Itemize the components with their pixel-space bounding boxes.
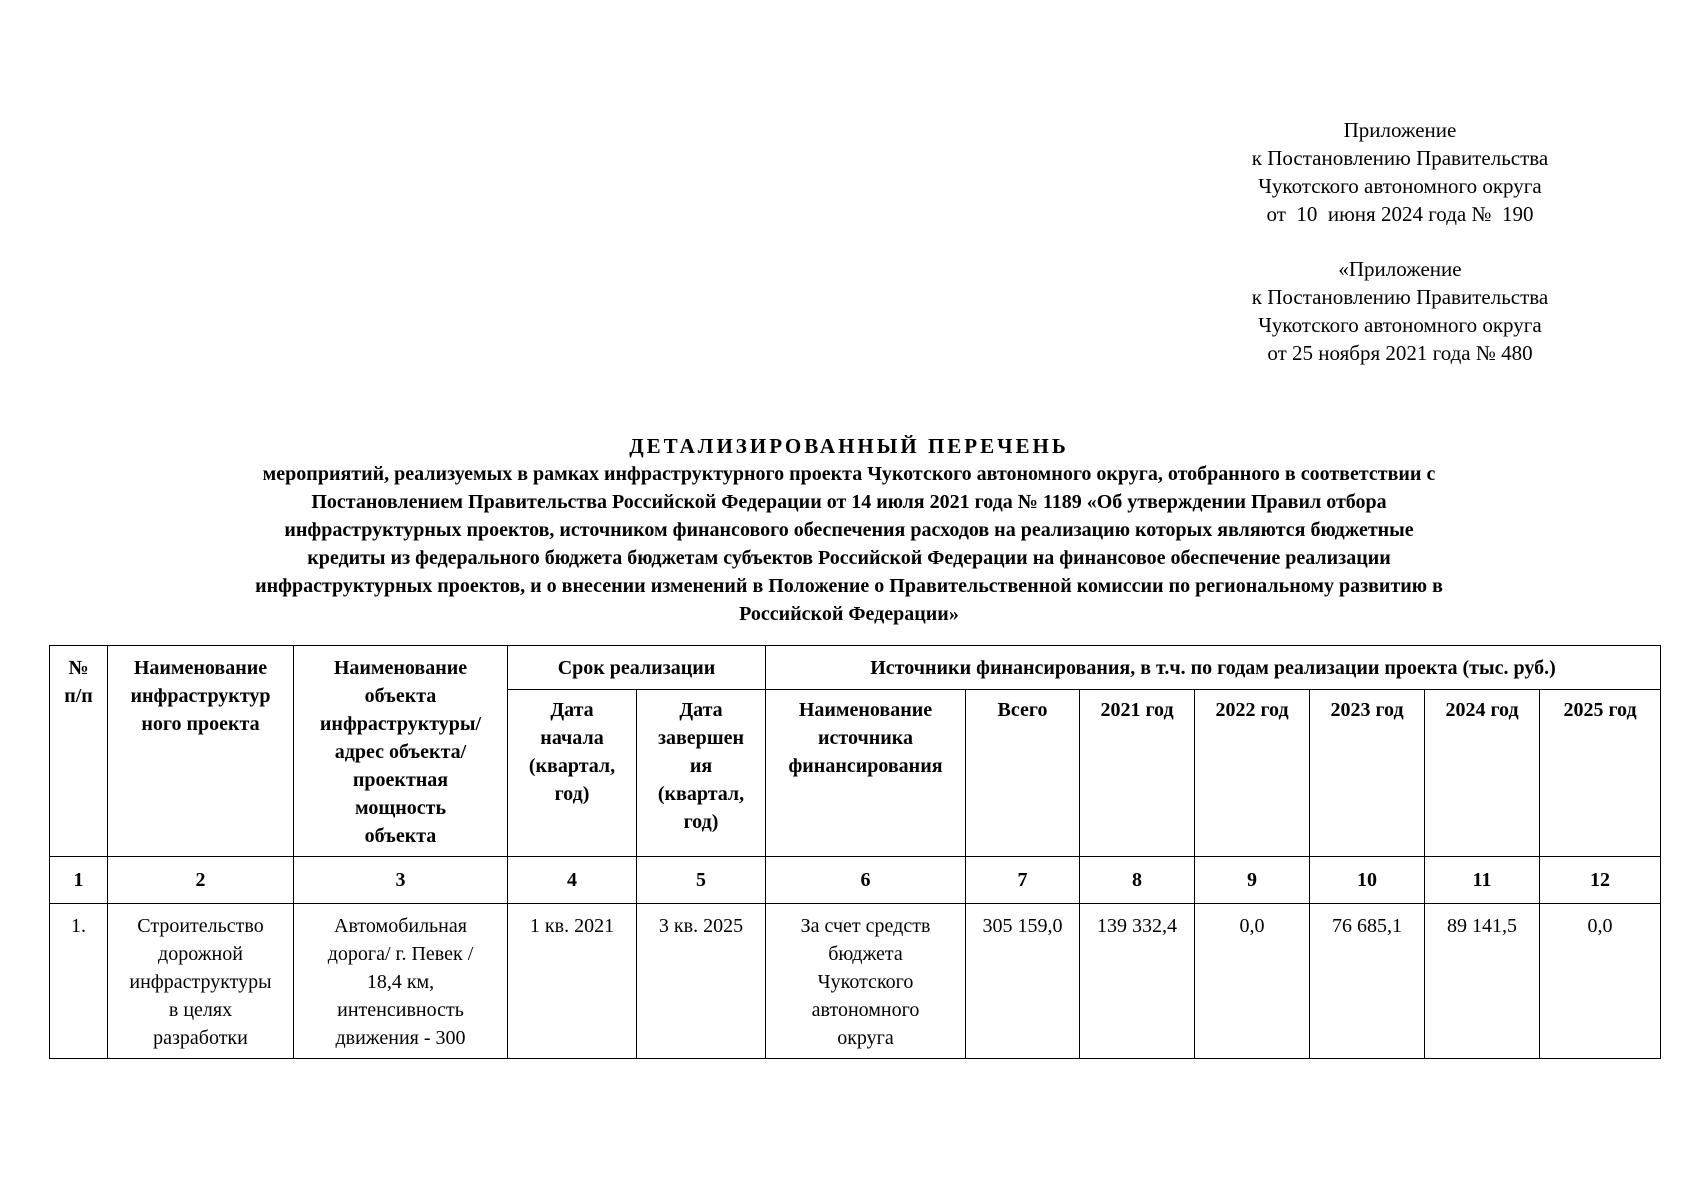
cell-line: интенсивность (337, 999, 464, 1021)
column-number: 8 (1080, 857, 1195, 904)
appendix-line: от 25 ноября 2021 года № 480 (1267, 341, 1533, 365)
subtitle-line: Постановлением Правительства Российской Федерации от 14 июля 2021 года № 1189 «Об утверждении Правил отбора (311, 491, 1387, 513)
header-2021: 2021 год (1080, 690, 1195, 857)
cell-line: округа (837, 1027, 894, 1049)
subtitle-line: инфраструктурных проектов, и о внесении изменений в Положение о Правительственной комиссии по региональному развитию в (255, 575, 1443, 597)
row-end-date: 3 кв. 2025 (637, 904, 766, 1059)
header-row-1 (50, 646, 1661, 690)
subtitle-line: кредиты из федерального бюджета бюджетам субъектов Российской Федерации на финансовое обеспечение реализации (307, 547, 1391, 569)
row-object-name (294, 904, 508, 1059)
row-num: 1. (50, 904, 108, 1059)
appendix-line: «Приложение (1338, 257, 1462, 281)
cell-line: дорога/ г. Певек / (327, 943, 474, 965)
appendix-original-header (1190, 255, 1610, 367)
cell-line: разработки (153, 1027, 248, 1049)
cell-line: ного проекта (141, 713, 260, 735)
column-number: 10 (1310, 857, 1425, 904)
cell-line: инфраструктуры/ (319, 713, 482, 735)
appendix-current-header (1190, 116, 1610, 228)
appendix-line: Приложение (1343, 118, 1457, 142)
header-2024: 2024 год (1425, 690, 1540, 857)
header-end-date (637, 690, 766, 857)
column-number: 6 (766, 857, 966, 904)
cell-line: ия (689, 755, 713, 777)
appendix-line: к Постановлению Правительства (1251, 285, 1549, 309)
column-number: 5 (637, 857, 766, 904)
cell-line: 18,4 км, (366, 971, 435, 993)
cell-line: п/п (64, 685, 93, 707)
cell-line: инфраструктур (130, 685, 271, 707)
cell-line: Дата (679, 699, 723, 721)
column-number-row (50, 857, 1661, 904)
document-title: ДЕТАЛИЗИРОВАННЫЙ ПЕРЕЧЕНЬ (629, 434, 1069, 458)
cell-line: объекта (364, 825, 437, 847)
cell-line: завершен (657, 727, 745, 749)
cell-line: год) (683, 811, 719, 833)
header-project-name (108, 646, 294, 857)
row-2021: 139 332,4 (1080, 904, 1195, 1059)
cell-line: в целях (168, 999, 233, 1021)
appendix-line: Чукотского автономного округа (1258, 174, 1542, 198)
document-subtitle (110, 460, 1588, 628)
header-num (50, 646, 108, 857)
subtitle-line: Российской Федерации» (739, 603, 959, 625)
cell-line: дорожной (158, 943, 243, 965)
header-2023: 2023 год (1310, 690, 1425, 857)
cell-line: За счет средств (800, 915, 931, 937)
cell-line: начала (540, 727, 604, 749)
cell-line: Наименование (133, 657, 268, 679)
cell-line: бюджета (828, 943, 903, 965)
cell-line: Наименование (333, 657, 468, 679)
row-2022: 0,0 (1195, 904, 1310, 1059)
header-2025: 2025 год (1540, 690, 1661, 857)
cell-line: Строительство (137, 915, 264, 937)
cell-line: Автомобильная (334, 915, 467, 937)
table-row (50, 904, 1661, 1059)
row-total: 305 159,0 (966, 904, 1080, 1059)
cell-line: мощность (354, 797, 447, 819)
header-source-name (766, 690, 966, 857)
measures-table (49, 645, 1661, 1059)
header-2022: 2022 год (1195, 690, 1310, 857)
row-2023: 76 685,1 (1310, 904, 1425, 1059)
subtitle-line: мероприятий, реализуемых в рамках инфраструктурного проекта Чукотского автономного округа, отобранного в соответствии с (262, 463, 1436, 485)
cell-line: источника (818, 727, 913, 749)
row-2024: 89 141,5 (1425, 904, 1540, 1059)
cell-line: (квартал, (657, 783, 745, 805)
cell-line: год) (554, 783, 590, 805)
column-number: 4 (508, 857, 637, 904)
appendix-line: Чукотского автономного округа (1258, 313, 1542, 337)
appendix-line: к Постановлению Правительства (1251, 146, 1549, 170)
column-number: 11 (1425, 857, 1540, 904)
header-period: Срок реализации (508, 646, 766, 690)
appendix-line: от 10 июня 2024 года № 190 (1266, 202, 1534, 226)
row-source-name (766, 904, 966, 1059)
cell-line: финансирования (788, 755, 943, 777)
column-number: 1 (50, 857, 108, 904)
row-2025: 0,0 (1540, 904, 1661, 1059)
column-number: 3 (294, 857, 508, 904)
cell-line: объекта (364, 685, 437, 707)
cell-line: Чукотского (817, 971, 914, 993)
column-number: 2 (108, 857, 294, 904)
subtitle-line: инфраструктурных проектов, источником финансового обеспечения расходов на реализацию которых являются бюджетные (284, 519, 1414, 541)
row-project-name (108, 904, 294, 1059)
header-object-name (294, 646, 508, 857)
cell-line: № (68, 657, 89, 679)
cell-line: Наименование (798, 699, 933, 721)
cell-line: Дата (550, 699, 594, 721)
cell-line: движения - 300 (335, 1027, 466, 1049)
cell-line: автономного (811, 999, 920, 1021)
cell-line: (квартал, (528, 755, 616, 777)
header-total: Всего (966, 690, 1080, 857)
column-number: 9 (1195, 857, 1310, 904)
cell-line: адрес объекта/ (334, 741, 467, 763)
column-number: 7 (966, 857, 1080, 904)
header-sources: Источники финансирования, в т.ч. по годам реализации проекта (тыс. руб.) (766, 646, 1661, 690)
header-start-date (508, 690, 637, 857)
column-number: 12 (1540, 857, 1661, 904)
cell-line: инфраструктуры (129, 971, 272, 993)
cell-line: проектная (352, 769, 449, 791)
row-start-date: 1 кв. 2021 (508, 904, 637, 1059)
